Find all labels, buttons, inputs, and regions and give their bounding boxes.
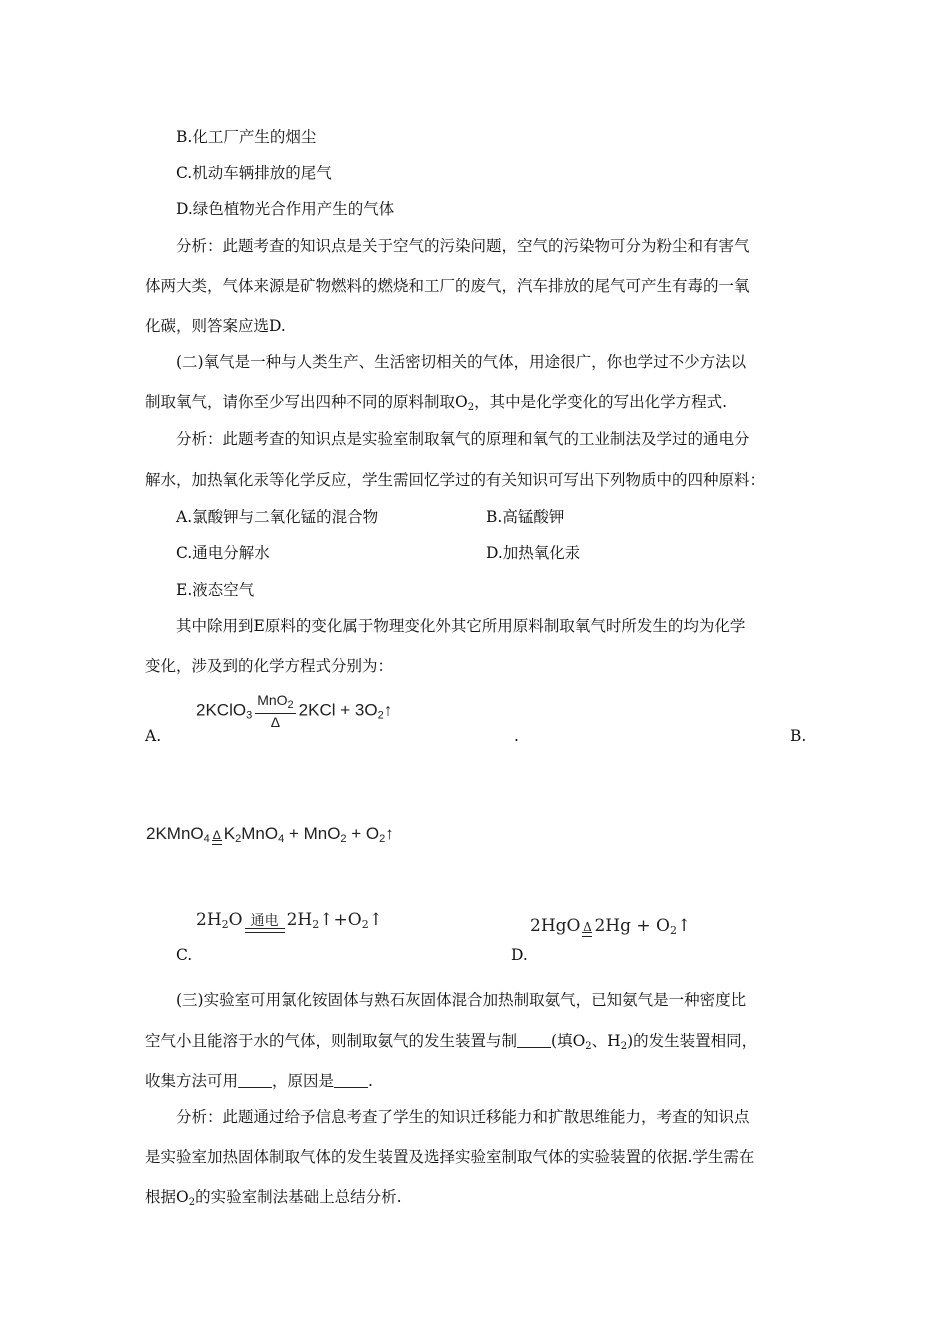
equation-b-condition: Δ: [212, 830, 222, 845]
question-3-line-2: 空气小且能溶于水的气体，则制取氨气的发生装置与制 (填O2、H2)的发生装置相同，: [145, 1032, 758, 1052]
material-b: B.高锰酸钾: [486, 508, 565, 526]
material-e: E.液态空气: [176, 581, 255, 599]
analysis-1-line-3: 化碳，则答案应选D.: [145, 317, 286, 335]
material-d: D.加热氧化汞: [486, 544, 581, 562]
option-d: D.绿色植物光合作用产生的气体: [176, 200, 395, 218]
equation-b-label: B.: [790, 727, 807, 745]
option-c: C.机动车辆排放的尾气: [176, 164, 332, 182]
answer-blank-3[interactable]: [334, 1073, 368, 1088]
question-2-line-1: (二)氧气是一种与人类生产、生活密切相关的气体，用途很广，你也学过不少方法以: [176, 353, 747, 371]
equation-d-condition: Δ: [582, 922, 592, 937]
equation-a: 2KClO$_3$ $\frac{MnO_2}{\Delta}$ $2KCl + 3O_2↑$: [196, 692, 393, 730]
equation-a-label: A.: [145, 727, 162, 745]
analysis-3-line-3: 根据O2的实验室制法基础上总结分析.: [145, 1188, 402, 1208]
material-c: C.通电分解水: [176, 544, 270, 562]
equation-c-condition: 通电: [245, 914, 285, 933]
question-3-line-3: 收集方法可用 ，原因是 .: [145, 1072, 373, 1090]
analysis-1-line-1: 分析：此题考查的知识点是关于空气的污染问题，空气的污染物可分为粉尘和有害气: [176, 237, 750, 255]
material-a: A.氯酸钾与二氧化锰的混合物: [176, 508, 379, 526]
equation-d: 2HgO Δ $2Hg + O_2↑$: [530, 916, 692, 937]
analysis-2-line-2: 解水，加热氧化汞等化学反应，学生需回忆学过的有关知识可写出下列物质中的四种原料：: [145, 471, 766, 489]
analysis-3-line-1: 分析：此题通过给予信息考查了学生的知识迁移能力和扩散思维能力，考查的知识点: [176, 1108, 750, 1126]
analysis-1-line-2: 体两大类，气体来源是矿物燃料的燃烧和工厂的废气，汽车排放的尾气可产生有毒的一氧: [145, 277, 750, 295]
summary-line-1: 其中除用到E原料的变化属于物理变化外其它所用原料制取氧气时所发生的均为化学: [176, 617, 746, 635]
answer-blank-2[interactable]: [238, 1073, 272, 1088]
analysis-3-line-2: 是实验室加热固体制取气体的发生装置及选择实验室制取气体的实验装置的依据.学生需在: [145, 1148, 755, 1166]
question-3-line-1: (三)实验室可用氯化铵固体与熟石灰固体混合加热制取氨气，已知氨气是一种密度比: [176, 991, 747, 1009]
equation-a-condition: $\frac{MnO_2}{\Delta}$: [257, 692, 294, 730]
equation-a-period: .: [514, 727, 519, 745]
summary-line-2: 变化，涉及到的化学方程式分别为：: [145, 657, 394, 675]
answer-blank-1[interactable]: [517, 1033, 551, 1048]
analysis-2-line-1: 分析：此题考查的知识点是实验室制取氧气的原理和氧气的工业制法及学过的通电分: [176, 430, 750, 448]
option-b: B.化工厂产生的烟尘: [176, 128, 317, 146]
question-2-line-2: 制取氧气，请你至少写出四种不同的原料制取O2，其中是化学变化的写出化学方程式.: [145, 393, 728, 413]
equation-c-label: C.: [176, 946, 193, 964]
equation-c: $2H_2O$ 通电 $2H_2↑+O_2↑$: [196, 910, 383, 931]
equation-d-label: D.: [511, 946, 528, 964]
equation-b: 2KMnO$_4$ Δ $K_2MnO_4 + MnO_2$ + $O_2↑$: [146, 824, 394, 845]
